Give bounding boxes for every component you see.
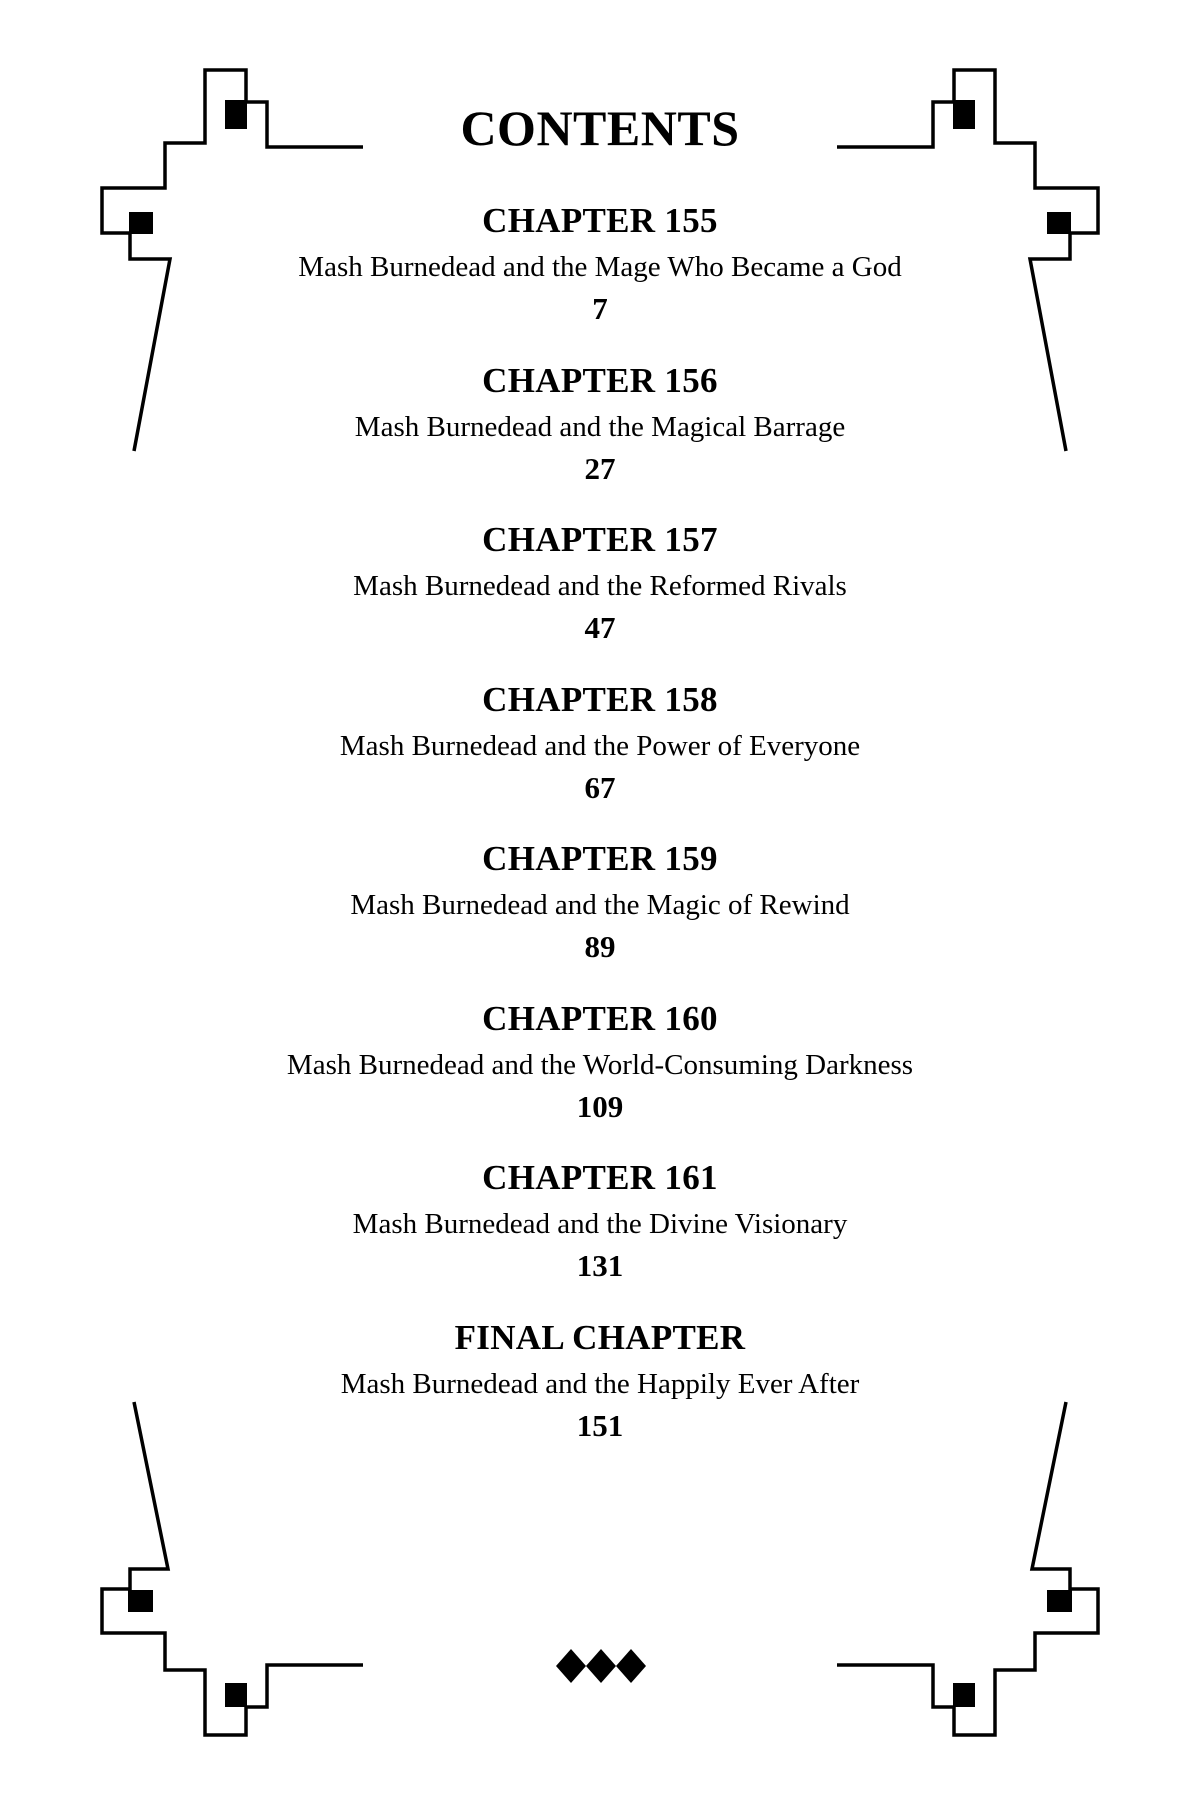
chapter-heading: CHAPTER 159: [482, 839, 718, 878]
chapter-heading: CHAPTER 160: [482, 998, 718, 1038]
page-number: 47: [584, 610, 616, 645]
page-number: 151: [576, 1407, 624, 1443]
page-number: 67: [584, 769, 616, 805]
toc-entry: [0, 357, 1200, 517]
toc-entry: [0, 835, 1200, 995]
chapter-subtitle: Mash Burnedead and the Magical Barrage: [354, 410, 846, 443]
toc-entry: [0, 995, 1200, 1155]
chapter-subtitle: Mash Burnedead and the World-Consuming Darkness: [286, 1048, 914, 1081]
toc-entry: [0, 516, 1200, 676]
chapter-heading: CHAPTER 158: [482, 679, 718, 719]
chapter-subtitle: Mash Burnedead and the Reformed Rivals: [353, 570, 847, 602]
toc-entry: [0, 1154, 1200, 1314]
chapter-subtitle: Mash Burnedead and the Divine Visionary: [352, 1208, 848, 1240]
table-of-contents: [0, 197, 1200, 1473]
chapter-subtitle: Mash Burnedead and the Mage Who Became a God: [298, 251, 902, 283]
chapter-heading: CHAPTER 156: [482, 360, 718, 400]
toc-entry: [0, 676, 1200, 836]
toc-entry: [0, 197, 1200, 357]
diamond-divider-icon: [556, 1649, 646, 1683]
page-number: 109: [576, 1088, 624, 1124]
chapter-subtitle: Mash Burnedead and the Happily Ever After: [340, 1367, 860, 1400]
chapter-heading: CHAPTER 157: [482, 520, 718, 559]
chapter-subtitle: Mash Burnedead and the Power of Everyone: [339, 729, 861, 762]
chapter-subtitle: Mash Burnedead and the Magic of Rewind: [350, 889, 850, 921]
chapter-heading: CHAPTER 155: [482, 201, 718, 240]
page-number: 89: [584, 929, 616, 964]
page-number: 7: [592, 291, 608, 326]
chapter-heading: CHAPTER 161: [482, 1158, 718, 1197]
page-number: 131: [576, 1248, 624, 1283]
page-title: CONTENTS: [460, 100, 740, 156]
toc-entry: [0, 1314, 1200, 1474]
page-number: 27: [584, 450, 616, 486]
chapter-heading: FINAL CHAPTER: [454, 1317, 746, 1357]
